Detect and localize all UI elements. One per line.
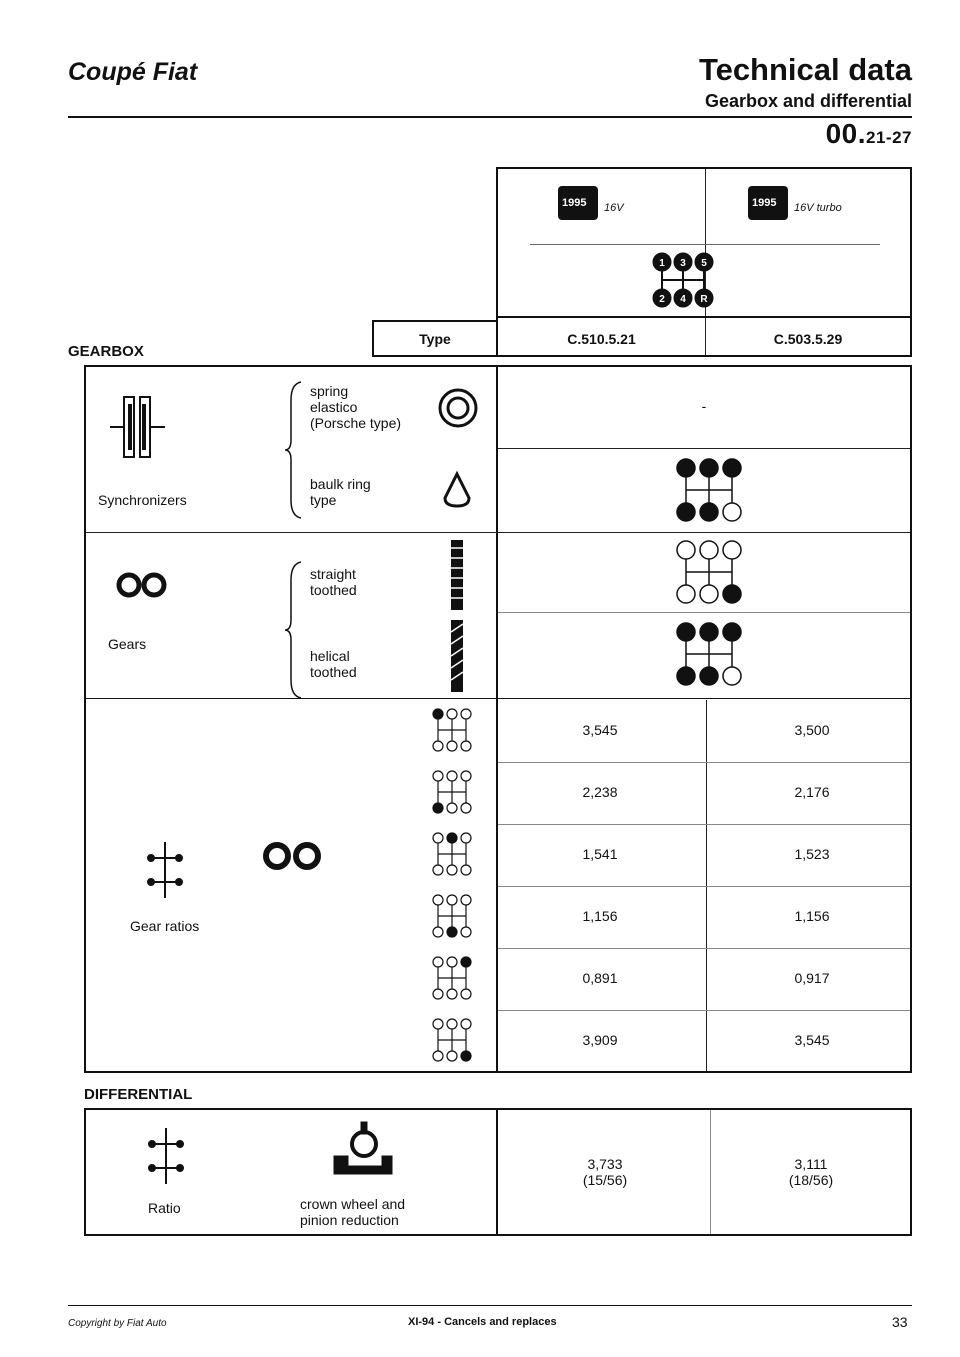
engine-badge-label: 1995 bbox=[752, 197, 777, 209]
row-divider bbox=[498, 886, 910, 887]
row-divider bbox=[498, 948, 910, 949]
gear-4-pattern-icon bbox=[432, 894, 472, 938]
page-subtitle: Gearbox and differential bbox=[704, 91, 912, 111]
gears-icon bbox=[262, 842, 326, 870]
straight-gear-icon bbox=[446, 538, 468, 612]
ratio-label: Ratio bbox=[148, 1200, 181, 1216]
type-label: Type bbox=[419, 331, 451, 347]
helical-pattern-icon bbox=[676, 622, 742, 688]
gearbox-column-divider bbox=[496, 367, 498, 1071]
engine-divider bbox=[530, 244, 880, 245]
svg-text:3: 3 bbox=[680, 258, 686, 269]
synchronizers-label: Synchronizers bbox=[98, 492, 187, 508]
brace-icon bbox=[285, 380, 305, 520]
type-value: C.503.5.29 bbox=[773, 331, 843, 347]
page-title: Technical data bbox=[698, 52, 912, 87]
differential-value-divider bbox=[710, 1110, 711, 1234]
differential-section-label: DIFFERENTIAL bbox=[84, 1086, 193, 1103]
differential-value-a: 3,733 (15/56) bbox=[582, 1156, 628, 1188]
svg-text:5: 5 bbox=[701, 258, 707, 269]
spring-type-text: spring elastico (Porsche type) bbox=[310, 383, 402, 431]
ratio-icon bbox=[145, 840, 185, 900]
row-divider bbox=[498, 824, 910, 825]
straight-toothed-text: straight toothed bbox=[310, 566, 357, 598]
differential-column-divider bbox=[496, 1110, 498, 1234]
helical-toothed-text: helical toothed bbox=[310, 648, 357, 680]
edition-text: XI-94 - Cancels and replaces bbox=[408, 1316, 557, 1328]
row-divider bbox=[86, 532, 910, 533]
gear-ratios-label: Gear ratios bbox=[130, 918, 200, 934]
baulk-ring-text: baulk ring type bbox=[310, 476, 371, 508]
gear-5-pattern-icon bbox=[432, 956, 472, 1000]
svg-text:2: 2 bbox=[659, 294, 665, 305]
gearshift-pattern-icon bbox=[650, 250, 760, 310]
baulk-ring-icon bbox=[442, 472, 472, 508]
engine-variant-label: 16V bbox=[604, 202, 624, 214]
gear-2-pattern-icon bbox=[432, 770, 472, 814]
crown-wheel-icon bbox=[330, 1120, 396, 1176]
svg-text:R: R bbox=[700, 294, 708, 305]
row-divider bbox=[86, 698, 910, 699]
crown-wheel-text: crown wheel and pinion reduction bbox=[300, 1196, 406, 1228]
straight-pattern-icon bbox=[676, 540, 742, 606]
header-rule bbox=[68, 116, 912, 118]
ratio-value: 3,909 bbox=[582, 1032, 618, 1048]
ratio-value: 3,545 bbox=[582, 722, 618, 738]
ratio-value: 3,545 bbox=[794, 1032, 830, 1048]
svg-text:1: 1 bbox=[659, 258, 665, 269]
gear-3-pattern-icon bbox=[432, 832, 472, 876]
ratio-value: 1,156 bbox=[582, 908, 618, 924]
row-divider bbox=[498, 762, 910, 763]
gear-R-pattern-icon bbox=[432, 1018, 472, 1062]
brace-icon bbox=[285, 560, 305, 700]
row-divider bbox=[498, 612, 910, 613]
ratio-value: 1,523 bbox=[794, 846, 830, 862]
ratio-value: 3,500 bbox=[794, 722, 830, 738]
ratio-value: 1,156 bbox=[794, 908, 830, 924]
gearbox-table bbox=[84, 365, 912, 1073]
type-value: C.510.5.21 bbox=[567, 331, 636, 347]
footer-rule bbox=[68, 1305, 912, 1306]
gearbox-section-label: GEARBOX bbox=[68, 343, 144, 360]
type-row-divider bbox=[498, 316, 910, 318]
copyright-text: Copyright by Fiat Auto bbox=[68, 1318, 167, 1329]
row-divider bbox=[498, 448, 910, 449]
ratio-value: 0,917 bbox=[794, 970, 830, 986]
spring-value: - bbox=[701, 398, 707, 414]
baulk-pattern-icon bbox=[676, 458, 742, 524]
helical-gear-icon bbox=[446, 618, 468, 694]
page-number: 33 bbox=[892, 1314, 908, 1330]
section-code: 00.21-27 bbox=[825, 118, 912, 149]
ratio-value: 2,176 bbox=[794, 784, 830, 800]
svg-text:4: 4 bbox=[680, 294, 686, 305]
differential-value-b: 3,111 (18/56) bbox=[788, 1156, 834, 1188]
engine-badge-label: 1995 bbox=[562, 197, 587, 209]
ratio-icon bbox=[146, 1126, 186, 1186]
gear-1-pattern-icon bbox=[432, 708, 472, 752]
spring-ring-icon bbox=[438, 388, 478, 428]
ratio-value: 1,541 bbox=[582, 846, 618, 862]
synchronizer-icon bbox=[110, 392, 170, 472]
gears-icon bbox=[116, 572, 170, 598]
row-divider bbox=[498, 1010, 910, 1011]
ratio-value: 2,238 bbox=[582, 784, 618, 800]
engine-variant-label: 16V turbo bbox=[794, 202, 842, 214]
gears-label: Gears bbox=[108, 636, 147, 652]
brand-title: Coupé Fiat bbox=[68, 58, 198, 86]
ratio-value: 0,891 bbox=[582, 970, 618, 986]
